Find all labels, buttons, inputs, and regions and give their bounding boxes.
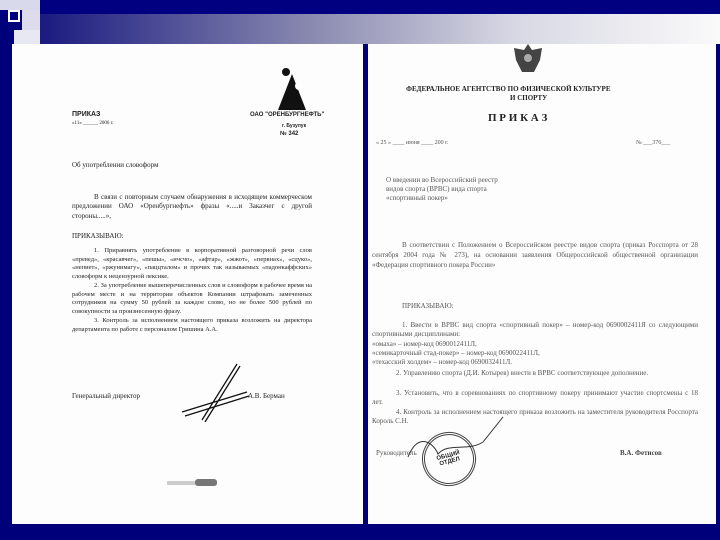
- order-item: 1. Ввести в ВРВС вид спорта «спортивный покер» – номер-код 0690002411Я со следующими спортивными дисциплинами:: [372, 321, 698, 339]
- order-subject-line: «спортивный покер»: [386, 194, 448, 202]
- state-emblem-icon: [508, 44, 548, 76]
- order-word: ПРИКАЗЫВАЮ:: [402, 302, 454, 310]
- discipline: «техасский холдем» – номер-код 0690032411Л.: [372, 358, 513, 366]
- preamble: В связи с повторным случаем обнаружения в исходящем коммерческом предложении ОАО «Оренбургнефть» фразы «.....и Заказчег с другой стороны.....»,: [72, 193, 312, 220]
- order-word: ПРИКАЗЫВАЮ:: [72, 232, 124, 240]
- order-title: ПРИКАЗ: [72, 111, 101, 118]
- discipline: «омаха» – номер-код 0690012411Л,: [372, 340, 477, 348]
- order-date: «11» ______ 2006 г.: [72, 121, 114, 126]
- company-logo-icon: [272, 64, 312, 112]
- company-name: ОАО "ОРЕНБУРГНЕФТЬ": [250, 112, 325, 118]
- agency-name: ФЕДЕРАЛЬНОЕ АГЕНТСТВО ПО ФИЗИЧЕСКОЙ КУЛЬТУРЕ: [406, 85, 611, 93]
- agency-name-2: И СПОРТУ: [510, 94, 548, 102]
- preamble: В соответствии с Положением о Всероссийском реестре видов спорта (приказ Росспорта от 28 сентября 2004 года № 273), на основании заявления Общероссийской общественной организации «Федерация спортивного покера России»: [372, 241, 698, 269]
- city: г. Бузулук: [282, 123, 307, 129]
- order-item: 3. Контроль за исполнением настоящего приказа возложить на директора департамента по работе с персоналом Гришина А.А.: [72, 317, 312, 333]
- stamp-text: ОБЩИЙ ОТДЕЛ: [435, 450, 461, 468]
- order-item: 3. Установить, что в соревнованиях по спортивному покеру принимают участие спортсмены с 18 лет.: [372, 389, 698, 407]
- signer-title: Руководитель: [376, 449, 417, 457]
- signature: [398, 412, 508, 472]
- order-document-orenburgneft: [12, 44, 363, 530]
- order-subject-line: видов спорта (ВРВС) вида спорта: [386, 185, 487, 193]
- signer-name: В.А. Фетисов: [620, 449, 662, 457]
- slide-bottom-bar: [0, 524, 720, 540]
- slide-gradient-band: [40, 14, 720, 44]
- order-subject: Об употреблении словоформ: [72, 161, 159, 169]
- decor-square: [0, 0, 40, 10]
- slide-top-bar: [0, 0, 720, 14]
- order-item: 2. Управлению спорта (Д.И. Котырев) внести в ВРВС соответствующее дополнение.: [396, 369, 649, 377]
- signature: [177, 362, 257, 422]
- decor-square: [22, 10, 40, 30]
- order-document-rossport: [368, 44, 716, 524]
- order-item: 4. Контроль за исполнением настоящего приказа возложить на заместителя руководителя Росспорта Король С.Н.: [372, 408, 698, 426]
- order-number: № 342: [280, 131, 299, 137]
- order-number: № ___376___: [636, 140, 671, 146]
- signer-name: А.В. Берман: [248, 392, 285, 400]
- order-title: П Р И К А З: [488, 112, 548, 124]
- order-item: 1. Приравнять употребление в корпоративной разговорной речи слов «превед», «красавчег», «пешы», «ичсчо», «афтар», «жжот», «первнах», «сцуко», «непиет», «ржунимагу», «паццталом» и прочих так называемых «падонкаффских» словоформ к нецензурной лексике.: [72, 247, 312, 280]
- order-subject-line: О введении во Всероссийский реестр: [386, 176, 498, 184]
- order-item: 2. За употребление вышеперечисленных слов и словоформ в рабочее время на рабочем месте и на территории объектов Компании штрафовать замеченных сотрудников на сумму 50 рублей за каждое слово, но не более 500 рублей по совокупности за произнесенную фразу.: [72, 282, 312, 315]
- order-date: « 25 » ____ июня ____ 200 г.: [376, 140, 449, 146]
- signer-title: Генеральный директор: [72, 392, 140, 400]
- discipline: «семикарточный стад-покер» – номер-код 0690022411Л,: [372, 349, 540, 357]
- decor-square: [10, 12, 18, 20]
- footer-logo: [195, 479, 217, 486]
- decor-square: [14, 30, 40, 44]
